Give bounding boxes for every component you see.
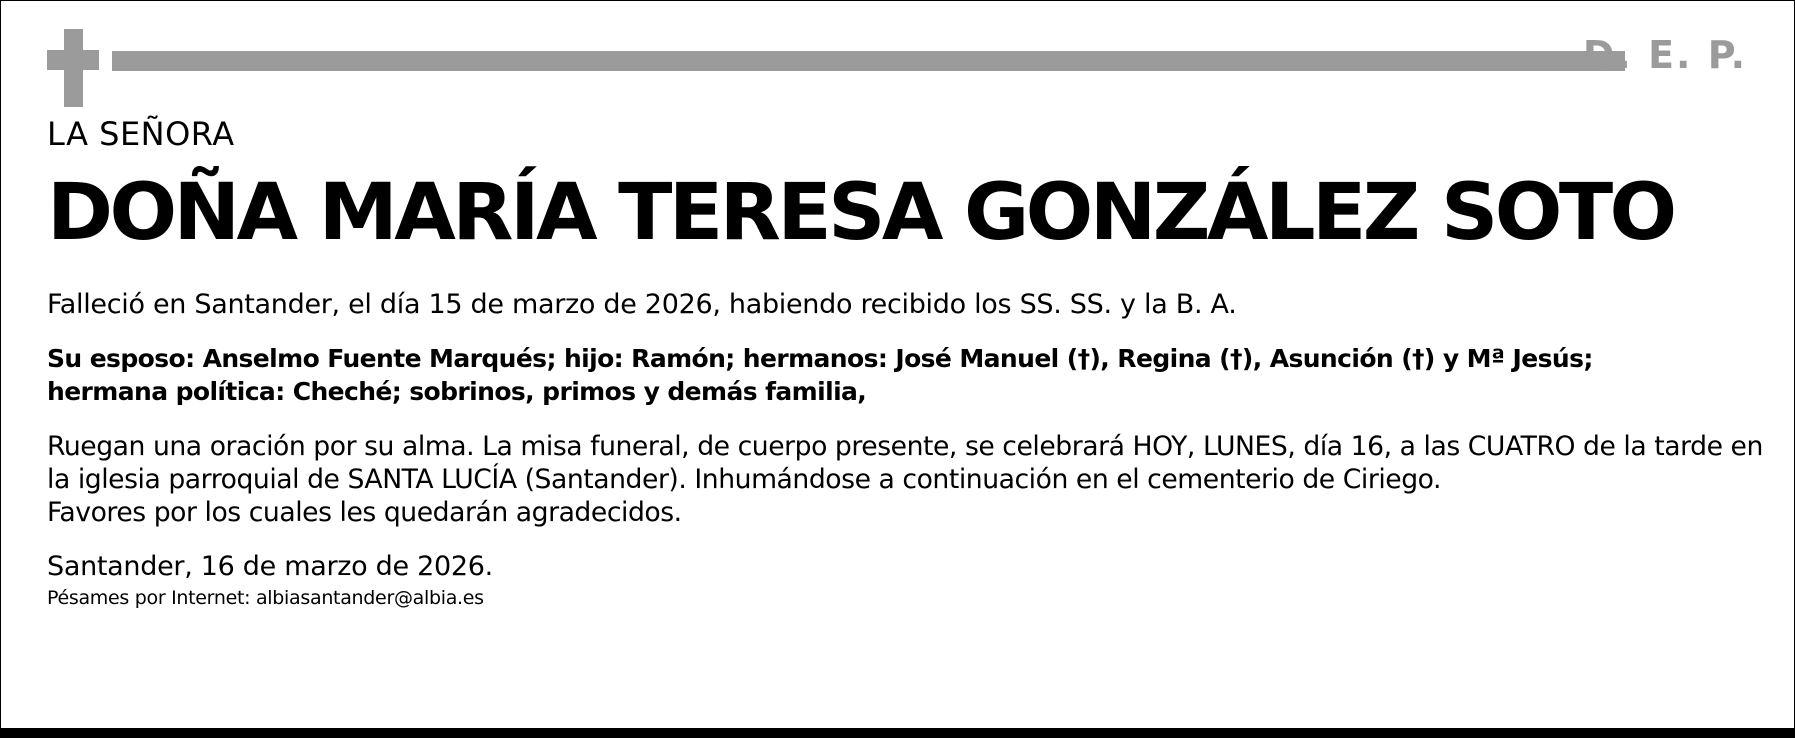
family-line: hermana política: Cheché; sobrinos, primos y demás familia, (47, 377, 867, 406)
header-rule (112, 51, 1625, 71)
bottom-border (0, 728, 1795, 738)
condolences-email: Pésames por Internet: albiasantander@albia.es (47, 587, 484, 609)
service-line: Ruegan una oración por su alma. La misa funeral, de cuerpo presente, se celebrará HOY, LUNES, día 16, a las CUATRO de la tarde en (47, 431, 1763, 462)
family-line: Su esposo: Anselmo Fuente Marqués; hijo: Ramón; hermanos: José Manuel (†), Regina (†), Asunción (†) y Mª Jesús; (47, 344, 1593, 373)
service-details (47, 430, 1763, 529)
family-list (47, 342, 1593, 408)
service-line: Favores por los cuales les quedarán agradecidos. (47, 497, 682, 528)
honorific: LA SEÑORA (47, 115, 235, 153)
dep-label: D. E. P. (1582, 33, 1747, 77)
deceased-name: DOÑA MARÍA TERESA GONZÁLEZ SOTO (47, 168, 1674, 258)
service-line: la iglesia parroquial de SANTA LUCÍA (Santander). Inhumándose a continuación en el cementerio de Ciriego. (47, 464, 1442, 495)
death-statement: Falleció en Santander, el día 15 de marzo de 2026, habiendo recibido los SS. SS. y la B. A. (47, 289, 1237, 320)
dateline: Santander, 16 de marzo de 2026. (47, 551, 493, 582)
cross-icon (47, 29, 99, 107)
